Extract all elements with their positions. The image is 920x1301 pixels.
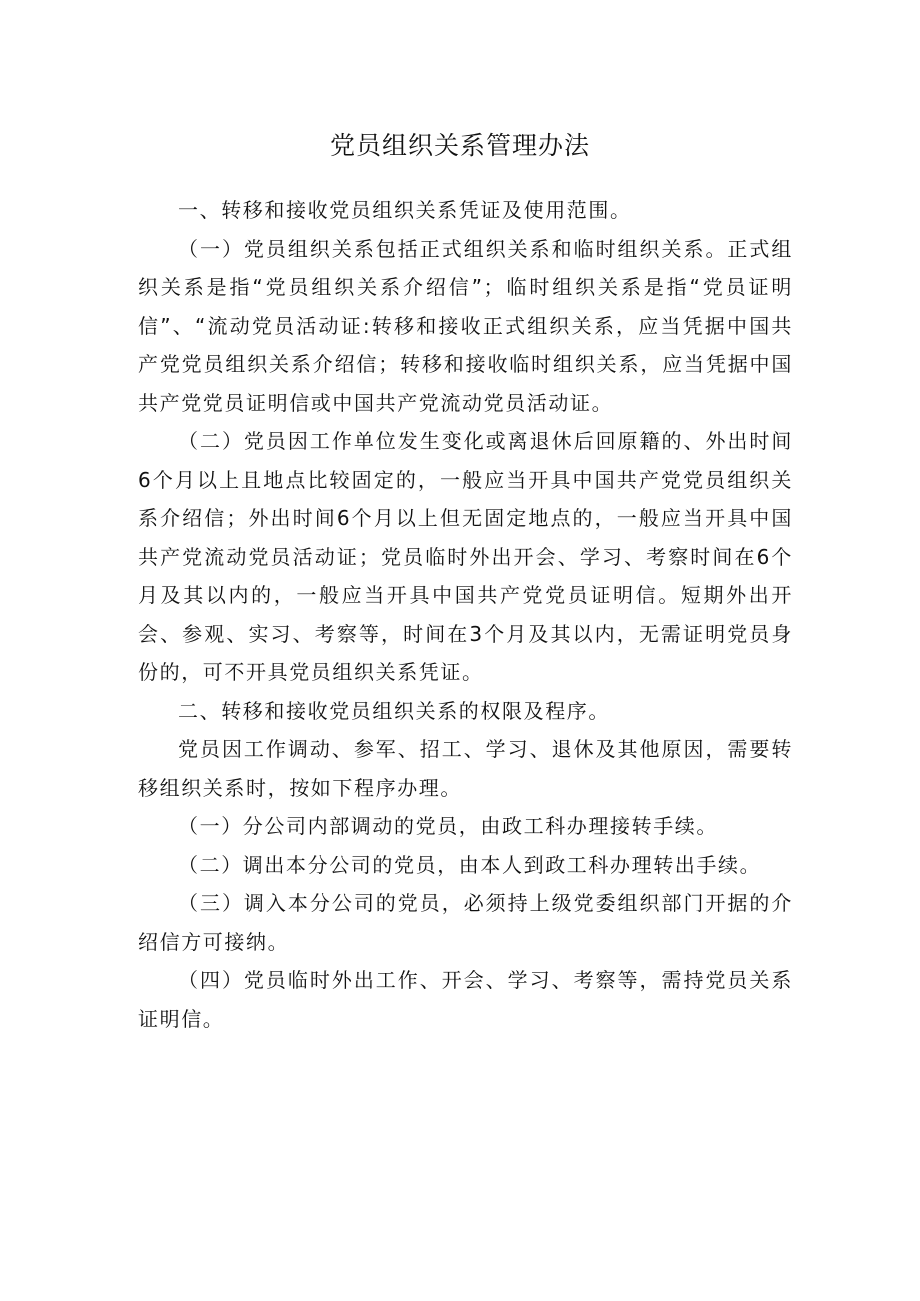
paragraph-2-3: （三）调入本分公司的党员，必须持上级党委组织部门开据的介绍信方可接纳。 xyxy=(138,891,793,954)
section-heading-2: 二、转移和接收党员组织关系的权限及程序。 xyxy=(178,698,610,723)
paragraph-2-2: （二）调出本分公司的党员，由本人到政工科办理转出手续。 xyxy=(178,852,762,877)
paragraph-1-1: （一）党员组织关系包括正式组织关系和临时组织关系。正式组织关系是指“党员组织关系介绍信”；临时组织关系是指“党员证明信”、“流动党员活动证:转移和接收正式组织关系，应当凭据中国共产党党员组织关系介绍信；转移和接收临时组织关系，应当凭据中国共产党党员证明信或中国共产党流动党员活动证。 xyxy=(138,236,793,415)
document-title: 党员组织关系管理办法 xyxy=(329,131,590,160)
section-heading-1: 一、转移和接收党员组织关系凭证及使用范围。 xyxy=(178,198,632,222)
paragraph-2-4: （四）党员临时外出工作、开会、学习、考察等，需持党员关系证明信。 xyxy=(138,968,793,1031)
paragraph-1-2: （二）党员因工作单位发生变化或离退休后回原籍的、外出时间6个月以上且地点比较固定的，一般应当开具中国共产党党员组织关系介绍信；外出时间6个月以上但无固定地点的，一般应当开具中国共产党流动党员活动证；党员临时外出开会、学习、考察时间在6个月及其以内的，一般应当开具中国共产党党员证明信。短期外出开会、参观、实习、考察等，时间在3个月及其以内，无需证明党员身份的，可不开具党员组织关系凭证。 xyxy=(138,429,793,684)
paragraph-2-1: （一）分公司内部调动的党员，由政工科办理接转手续。 xyxy=(178,814,718,838)
document-body xyxy=(138,191,793,1038)
paragraph-2-intro: 党员因工作调动、参军、招工、学习、退休及其他原因，需要转移组织关系时，按如下程序办理。 xyxy=(138,737,793,800)
